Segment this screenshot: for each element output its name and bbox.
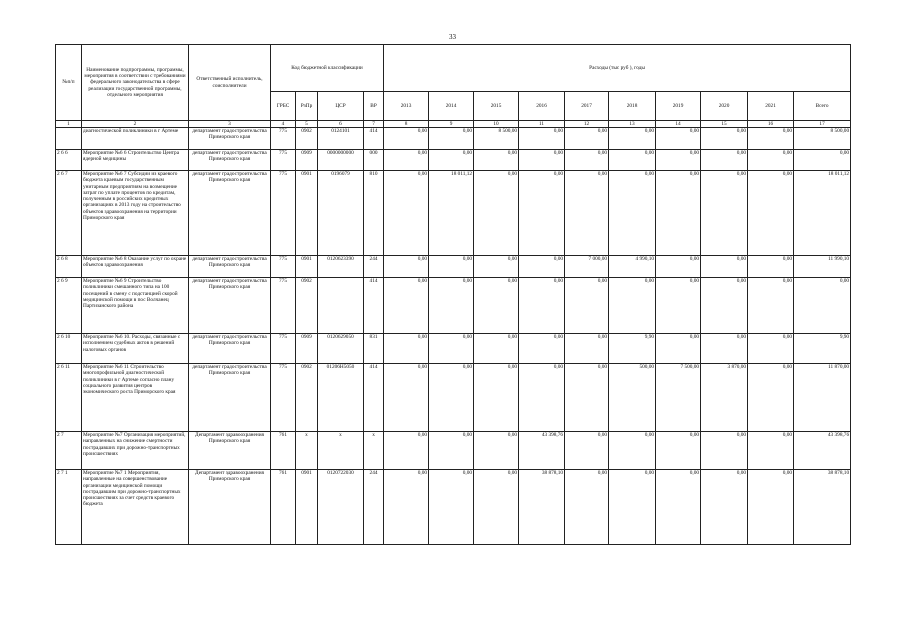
row-grbs: 775 bbox=[271, 150, 296, 171]
row-name: Мероприятие №6 10. Расходы, связанные с исполнением судебных актов в решений налоговых органов bbox=[82, 334, 189, 364]
row-year-value: 0,00 bbox=[656, 470, 701, 545]
row-year-value: 0,00 bbox=[384, 334, 429, 364]
row-year-value: 0,00 bbox=[656, 128, 701, 150]
table-row bbox=[56, 364, 851, 432]
header-total: Всего bbox=[794, 92, 851, 121]
row-year-value: 38 878,10 bbox=[519, 470, 565, 545]
row-year-value: 0,00 bbox=[565, 150, 609, 171]
row-csr: x bbox=[318, 432, 364, 470]
row-year-value: 0,00 bbox=[384, 364, 429, 432]
row-executor: департамент градостроительства Приморского края bbox=[189, 334, 271, 364]
row-executor: департамент градостроительства Приморского края bbox=[189, 150, 271, 171]
row-year-value: 0,00 bbox=[519, 256, 565, 278]
row-year-value: 7 000,00 bbox=[565, 256, 609, 278]
row-year-value: 0,00 bbox=[474, 334, 519, 364]
row-year-value: 9,90 bbox=[609, 334, 656, 364]
header-csr: ЦСР bbox=[318, 92, 364, 121]
row-year-value: 0,00 bbox=[748, 171, 794, 256]
row-year-value: 0,00 bbox=[748, 470, 794, 545]
row-year-value: 0,00 bbox=[748, 128, 794, 150]
row-year-value: 0,00 bbox=[429, 256, 474, 278]
row-total: 9,90 bbox=[794, 334, 851, 364]
row-grbs: 775 bbox=[271, 171, 296, 256]
header-executor: Ответственный исполнитель, соисполнители bbox=[189, 45, 271, 121]
row-year-value: 0,00 bbox=[748, 278, 794, 334]
row-csr: 0120722030 bbox=[318, 470, 364, 545]
row-vr: 244 bbox=[364, 256, 384, 278]
row-year-value: 0,00 bbox=[656, 432, 701, 470]
row-year-value: 0,00 bbox=[429, 278, 474, 334]
row-year-value: 0,00 bbox=[565, 128, 609, 150]
row-year-value: 0,00 bbox=[656, 171, 701, 256]
row-name: Мероприятие №6 9 Строительство поликлиники смешанного типа на 100 посещений в смену с подстанцией скорой медицинской помощи в пос Волчанец Партизанского района bbox=[82, 278, 189, 334]
row-executor: департамент градостроительства Приморского края bbox=[189, 278, 271, 334]
row-executor: департамент градостроительства Приморского края bbox=[189, 256, 271, 278]
row-executor: департамент градостроительства Приморского края bbox=[189, 171, 271, 256]
row-rzpr: 0909 bbox=[296, 150, 318, 171]
row-name: Мероприятие №7 1 Мероприятия, направленные на совершенствование организации медицинской помощи пострадавшим при дорожно-транспортных происшествиях за счет средств краевого бюджета bbox=[82, 470, 189, 545]
row-year-value: 0,00 bbox=[701, 256, 748, 278]
row-year-value: 18 011,12 bbox=[429, 171, 474, 256]
row-rzpr: 0901 bbox=[296, 470, 318, 545]
row-total: 8 500,00 bbox=[794, 128, 851, 150]
row-num: 2 6 8 bbox=[56, 256, 82, 278]
column-number: 16 bbox=[748, 121, 794, 128]
header-year: 2020 bbox=[701, 92, 748, 121]
row-total: 0,00 bbox=[794, 150, 851, 171]
row-num: 2 7 bbox=[56, 432, 82, 470]
row-year-value: 0,00 bbox=[474, 470, 519, 545]
header-year: 2015 bbox=[474, 92, 519, 121]
row-year-value: 0,00 bbox=[656, 256, 701, 278]
row-grbs: 775 bbox=[271, 334, 296, 364]
column-number: 12 bbox=[565, 121, 609, 128]
row-year-value: 0,00 bbox=[565, 470, 609, 545]
column-number: 2 bbox=[82, 121, 189, 128]
row-grbs: 775 bbox=[271, 364, 296, 432]
column-number: 14 bbox=[656, 121, 701, 128]
row-year-value: 0,00 bbox=[609, 128, 656, 150]
row-year-value: 0,00 bbox=[609, 432, 656, 470]
row-executor: Департамент здравоохранения Приморского края bbox=[189, 432, 271, 470]
column-number: 15 bbox=[701, 121, 748, 128]
row-year-value: 0,00 bbox=[565, 432, 609, 470]
row-csr bbox=[318, 278, 364, 334]
row-year-value: 0,00 bbox=[609, 278, 656, 334]
header-rzpr: РзПр bbox=[296, 92, 318, 121]
row-year-value: 0,00 bbox=[519, 364, 565, 432]
header-year: 2013 bbox=[384, 92, 429, 121]
row-csr: 0124101 bbox=[318, 128, 364, 150]
row-csr: 0120629050 bbox=[318, 334, 364, 364]
row-year-value: 0,00 bbox=[565, 334, 609, 364]
column-number-row bbox=[56, 121, 851, 128]
column-number: 6 bbox=[318, 121, 364, 128]
row-num: 2 6 9 bbox=[56, 278, 82, 334]
row-grbs: 761 bbox=[271, 432, 296, 470]
row-name: Мероприятие №6 11 Строительство многопрофильной диагностической поликлиники в г Артеме согласно плану социального развития центров экономического роста Приморского края bbox=[82, 364, 189, 432]
row-num: 2 6 11 bbox=[56, 364, 82, 432]
header-year: 2021 bbox=[748, 92, 794, 121]
row-year-value: 0,00 bbox=[474, 256, 519, 278]
table-row bbox=[56, 150, 851, 171]
row-year-value: 0,00 bbox=[748, 256, 794, 278]
row-csr: 0120623390 bbox=[318, 256, 364, 278]
row-year-value: 43 398,76 bbox=[519, 432, 565, 470]
row-num bbox=[56, 128, 82, 150]
row-year-value: 0,00 bbox=[474, 150, 519, 171]
row-year-value: 0,00 bbox=[565, 171, 609, 256]
budget-table bbox=[55, 44, 851, 545]
table-body bbox=[56, 128, 851, 545]
header-vr: ВР bbox=[364, 92, 384, 121]
row-vr: 810 bbox=[364, 171, 384, 256]
row-year-value: 0,00 bbox=[701, 150, 748, 171]
row-vr: 244 bbox=[364, 470, 384, 545]
row-year-value: 0,00 bbox=[519, 150, 565, 171]
row-year-value: 0,00 bbox=[748, 150, 794, 171]
row-year-value: 0,00 bbox=[429, 334, 474, 364]
column-number: 3 bbox=[189, 121, 271, 128]
row-year-value: 0,00 bbox=[609, 470, 656, 545]
row-vr: 000 bbox=[364, 150, 384, 171]
table-row bbox=[56, 334, 851, 364]
row-executor: Департамент здравоохранения Приморского края bbox=[189, 470, 271, 545]
row-num: 2 6 10 bbox=[56, 334, 82, 364]
header-year: 2018 bbox=[609, 92, 656, 121]
column-number: 13 bbox=[609, 121, 656, 128]
header-year: 2019 bbox=[656, 92, 701, 121]
row-year-value: 0,00 bbox=[656, 334, 701, 364]
row-year-value: 0,00 bbox=[519, 278, 565, 334]
row-year-value: 0,00 bbox=[701, 278, 748, 334]
row-year-value: 0,00 bbox=[474, 432, 519, 470]
row-executor: департамент градостроительства Приморского края bbox=[189, 128, 271, 150]
row-grbs: 775 bbox=[271, 278, 296, 334]
table-row bbox=[56, 432, 851, 470]
table-row bbox=[56, 171, 851, 256]
row-num: 2 6 6 bbox=[56, 150, 82, 171]
row-year-value: 0,00 bbox=[748, 432, 794, 470]
row-vr: 414 bbox=[364, 364, 384, 432]
header-name: Наименование подпрограммы, программы, мероприятия в соответствии с требованиями федерального законодательства в сфере реализации государственной программы, отдельного мероприятия bbox=[82, 45, 189, 121]
row-rzpr: 0902 bbox=[296, 278, 318, 334]
row-year-value: 7 500,00 bbox=[656, 364, 701, 432]
row-name: Мероприятие №7 Организация мероприятий, направленных на снижение смертности пострадавших при дорожно-транспортных происшествиях bbox=[82, 432, 189, 470]
row-vr: 831 bbox=[364, 334, 384, 364]
table-row bbox=[56, 128, 851, 150]
row-year-value: 0,00 bbox=[519, 128, 565, 150]
header-year: 2017 bbox=[565, 92, 609, 121]
row-year-value: 0,00 bbox=[384, 470, 429, 545]
row-year-value: 0,00 bbox=[701, 334, 748, 364]
row-year-value: 0,00 bbox=[384, 150, 429, 171]
row-rzpr: 0902 bbox=[296, 364, 318, 432]
row-grbs: 775 bbox=[271, 128, 296, 150]
row-year-value: 500,00 bbox=[609, 364, 656, 432]
row-csr: 0196079 bbox=[318, 171, 364, 256]
row-rzpr: 0902 bbox=[296, 128, 318, 150]
row-vr: x bbox=[364, 432, 384, 470]
row-grbs: 775 bbox=[271, 256, 296, 278]
row-year-value: 0,00 bbox=[384, 171, 429, 256]
row-year-value: 0,00 bbox=[474, 364, 519, 432]
row-year-value: 0,00 bbox=[474, 171, 519, 256]
row-year-value: 0,00 bbox=[519, 334, 565, 364]
row-year-value: 0,00 bbox=[429, 150, 474, 171]
row-year-value: 0,00 bbox=[565, 278, 609, 334]
column-number: 7 bbox=[364, 121, 384, 128]
row-year-value: 0,00 bbox=[748, 364, 794, 432]
row-year-value: 0,00 bbox=[701, 171, 748, 256]
row-year-value: 0,00 bbox=[429, 128, 474, 150]
row-year-value: 0,00 bbox=[656, 150, 701, 171]
row-year-value: 0,00 bbox=[384, 128, 429, 150]
column-number: 9 bbox=[429, 121, 474, 128]
row-year-value: 0,00 bbox=[384, 432, 429, 470]
row-num: 2 6 7 bbox=[56, 171, 82, 256]
row-year-value: 0,00 bbox=[384, 278, 429, 334]
row-total: 18 011,12 bbox=[794, 171, 851, 256]
row-rzpr: 0909 bbox=[296, 334, 318, 364]
row-year-value: 8 500,00 bbox=[474, 128, 519, 150]
row-year-value: 0,00 bbox=[519, 171, 565, 256]
row-csr: 0000000000 bbox=[318, 150, 364, 171]
table-row bbox=[56, 278, 851, 334]
header-expenses: Расходы (тыс руб ), годы bbox=[384, 45, 851, 92]
row-total: 11 870,00 bbox=[794, 364, 851, 432]
row-name: Мероприятие №6 8 Оказание услуг по охране объектов здравоохранения bbox=[82, 256, 189, 278]
column-number: 1 bbox=[56, 121, 82, 128]
row-num: 2 7 1 bbox=[56, 470, 82, 545]
row-year-value: 0,00 bbox=[565, 364, 609, 432]
row-year-value: 0,00 bbox=[656, 278, 701, 334]
row-csr: 01206Н5050 bbox=[318, 364, 364, 432]
row-year-value: 4 990,10 bbox=[609, 256, 656, 278]
row-year-value: 0,00 bbox=[748, 334, 794, 364]
row-year-value: 0,00 bbox=[384, 256, 429, 278]
row-name: диагностической поликлиники в г Артеме bbox=[82, 128, 189, 150]
page-number: 33 bbox=[449, 33, 456, 41]
row-year-value: 0,00 bbox=[429, 364, 474, 432]
row-vr: 414 bbox=[364, 278, 384, 334]
column-number: 4 bbox=[271, 121, 296, 128]
row-grbs: 761 bbox=[271, 470, 296, 545]
column-number: 8 bbox=[384, 121, 429, 128]
row-name: Мероприятие №6 7 Субсидии из краевого бюджета краевым государственным унитарным предприятиям на возмещение затрат по уплате процентов по кредитам, полученным в российских кредитных организациях в 2013 году на строительство объектов здравоохранения на территории Приморского края bbox=[82, 171, 189, 256]
column-number: 17 bbox=[794, 121, 851, 128]
row-total: 38 878,10 bbox=[794, 470, 851, 545]
row-rzpr: x bbox=[296, 432, 318, 470]
column-number: 5 bbox=[296, 121, 318, 128]
row-rzpr: 0901 bbox=[296, 171, 318, 256]
header-year: 2016 bbox=[519, 92, 565, 121]
row-total: 43 398,76 bbox=[794, 432, 851, 470]
row-year-value: 0,00 bbox=[701, 128, 748, 150]
column-number: 11 bbox=[519, 121, 565, 128]
row-year-value: 0,00 bbox=[701, 470, 748, 545]
row-year-value: 0,00 bbox=[701, 432, 748, 470]
table-row bbox=[56, 256, 851, 278]
header-grbs: ГРБС bbox=[271, 92, 296, 121]
row-year-value: 0,00 bbox=[609, 171, 656, 256]
row-year-value: 0,00 bbox=[429, 470, 474, 545]
header-year: 2014 bbox=[429, 92, 474, 121]
row-year-value: 3 870,00 bbox=[701, 364, 748, 432]
row-total: 0,00 bbox=[794, 278, 851, 334]
table-row bbox=[56, 470, 851, 545]
row-rzpr: 0901 bbox=[296, 256, 318, 278]
header-num: №п/п bbox=[56, 45, 82, 121]
header-budget-code: Код бюджетной классификации bbox=[271, 45, 384, 92]
row-name: Мероприятие №6 6 Строительство Центра ядерной медицины bbox=[82, 150, 189, 171]
row-vr: 414 bbox=[364, 128, 384, 150]
row-year-value: 0,00 bbox=[609, 150, 656, 171]
row-executor: департамент градостроительства Приморского края bbox=[189, 364, 271, 432]
column-number: 10 bbox=[474, 121, 519, 128]
row-year-value: 0,00 bbox=[474, 278, 519, 334]
row-total: 11 990,10 bbox=[794, 256, 851, 278]
row-year-value: 0,00 bbox=[429, 432, 474, 470]
